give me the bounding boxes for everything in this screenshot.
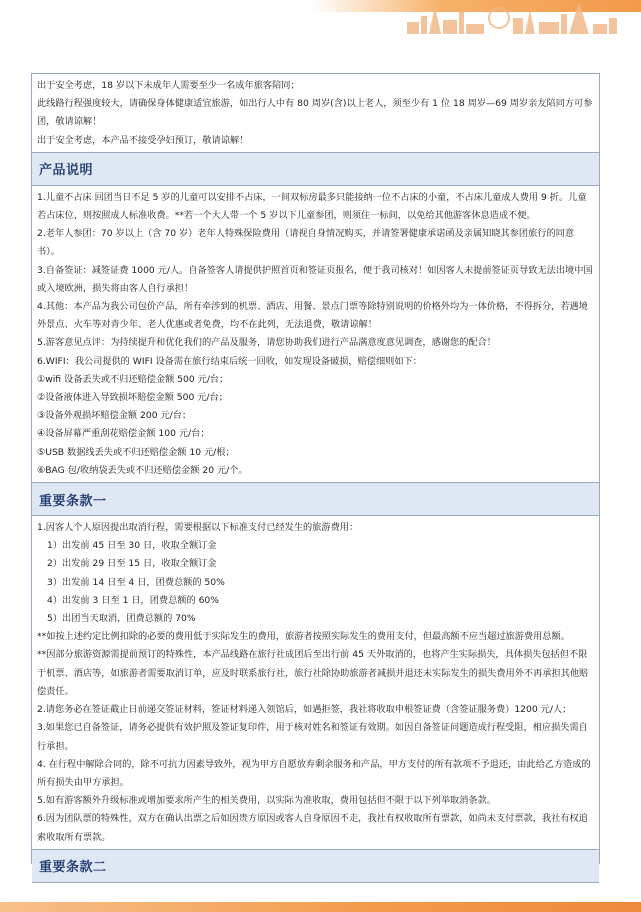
section-title: 重要条款二 (39, 860, 107, 876)
content-frame (31, 73, 600, 876)
terms-line: 4. 在行程中解除合同的，除不可抗力因素导致外，视为甲方自愿放弃剩余服务和产品，甲方支付的所有款项不予退还，由此给乙方造成的所有损失由甲方承担。 (37, 758, 591, 788)
product-line: 3.自备签证：减签证费 1000 元/人。自备签客人请提供护照首页和签证页报名，便于我司核对！如因客人未提前签证页导致无法出境中国或入境欧洲，损失将由客人自行承担！ (37, 264, 593, 294)
section-header-terms-2 (32, 850, 599, 883)
product-description-block (32, 186, 599, 483)
bottom-orange-band (0, 902, 641, 912)
wifi-compensation-item: ⑤USB 数据线丢失或不归还赔偿金额 10 元/根； (37, 446, 235, 458)
wifi-compensation-item: ①wifi 设备丢失或不归还赔偿金额 500 元/台； (37, 373, 229, 385)
safety-notice-block (32, 74, 599, 153)
terms-line: 2.请您务必在签证截止日前递交签证材料，签证材料递入领馆后，如遇拒签，我社将收取申根签证费（含签证服务费）1200 元/人； (37, 704, 572, 716)
safety-line: 出于安全考虑，本产品不接受孕妇预订，敬请谅解！ (37, 134, 249, 146)
skyline-icon (403, 0, 633, 34)
product-line: 2.老年人参团：70 岁以上（含 70 岁）老年人特殊保险费用（请视自身情况购买，并请签署健康承诺函及亲属知晓其参团旅行的同意书）。 (37, 228, 575, 258)
safety-line: 此线路行程强度较大，请确保身体健康适宜旅游，如出行人中有 80 周岁(含)以上老人，须至少有 1 位 18 周岁—69 周岁亲友陪同方可参团，敬请谅解！ (37, 98, 593, 128)
cancellation-rule: 4）出发前 3 日至 1 日，团费总额的 60% (47, 594, 219, 606)
product-line: 6.WIFI：我公司提供的 WIFI 设备需在旅行结束后统一回收，如发现设备破损，赔偿细则如下： (37, 355, 422, 367)
product-line: 1.儿童不占床 回团当日不足 5 岁的儿童可以安排不占床，一间双标房最多只能接纳一位不占床的小童，不占床儿童成人费用 9 折。儿童若占床位，则按照成人标准收费。**若一个大人带一个 5 岁以下儿童参团，则须住一标间，以免给其他游客休息造成不便。 (37, 191, 587, 222)
section-header-product (32, 153, 599, 186)
terms-1-block (32, 516, 599, 850)
wifi-compensation-item: ⑥BAG 包/收纳袋丢失或不归还赔偿金额 20 元/个。 (37, 464, 248, 476)
section-title: 产品说明 (39, 163, 94, 179)
section-title: 重要条款一 (39, 493, 107, 509)
terms-line: 5.如有游客额外升级标准或增加要求所产生的相关费用，以实际为准收取，费用包括但不限于以下列举取消条款。 (37, 795, 496, 807)
terms-intro: 1.因客人个人原因提出取消行程，需要根据以下标准支付已经发生的旅游费用： (37, 522, 359, 534)
product-line: 4.其他：本产品为我公司包价产品，所有牵涉到的机票、酒店、用餐、景点门票等除特别说明的价格外均为一体价格，不得拆分，若遇境外景点、火车等对青少年、老人优惠或者免费，均不在此列，无法退费，敬请谅解！ (37, 301, 588, 331)
wifi-compensation-item: ③设备外观损坏赔偿金额 200 元/台； (37, 410, 192, 422)
terms-line: 3.如果您已自备签证，请务必提供有效护照及签证复印件，用于核对姓名和签证有效期。如因自备签证问题造成行程受阻，相应损失需自行承担。 (37, 722, 588, 752)
wifi-compensation-item: ②设备液体进入导致损坏赔偿金额 500 元/台； (37, 392, 228, 404)
safety-line: 出于安全考虑，18 岁以下未成年人需要至少一名成年旅客陪同； (37, 80, 300, 91)
terms-line: **如按上述约定比例扣除的必要的费用低于实际发生的费用，旅游者按照实际发生的费用支付，但最高额不应当超过旅游费用总额。 (37, 631, 570, 643)
product-line: 5.游客意见点评：为持续提升和优化我们的产品及服务，请您协助我们进行产品满意度意见调查，感谢您的配合！ (37, 337, 496, 349)
cancellation-rule: 1）出发前 45 日至 30 日，收取全额订金 (47, 540, 217, 552)
wifi-compensation-item: ④设备屏幕严重刮花赔偿金额 100 元/台； (37, 428, 210, 440)
cancellation-rule: 2）出发前 29 日至 15 日，收取全额订金 (47, 558, 217, 570)
section-header-terms-1 (32, 483, 599, 516)
top-decoration (0, 0, 641, 34)
cancellation-rule: 3）出发前 14 日至 4 日，团费总额的 50% (47, 576, 225, 588)
terms-line: 6.因为团队票的特殊性，双方在确认出票之后如因贵方原因或客人自身原因不走，我社有权收取所有票款，如尚未支付票款，我社有权追索收取所有票款。 (37, 813, 588, 843)
cancellation-rule: 5）出团当天取消，团费总额的 70% (47, 613, 196, 625)
terms-line: **因部分旅游资源需提前预订的特殊性，本产品线路在旅行社成团后至出行前 45 天外取消的，也将产生实际损失，具体损失包括但不限于机票、酒店等，如旅游者需要取消订单，应及时联系旅行社，旅行社除协助旅游者减损并退还未实际发生的损失费用外不再承担其他赔偿责任。 (37, 649, 589, 697)
